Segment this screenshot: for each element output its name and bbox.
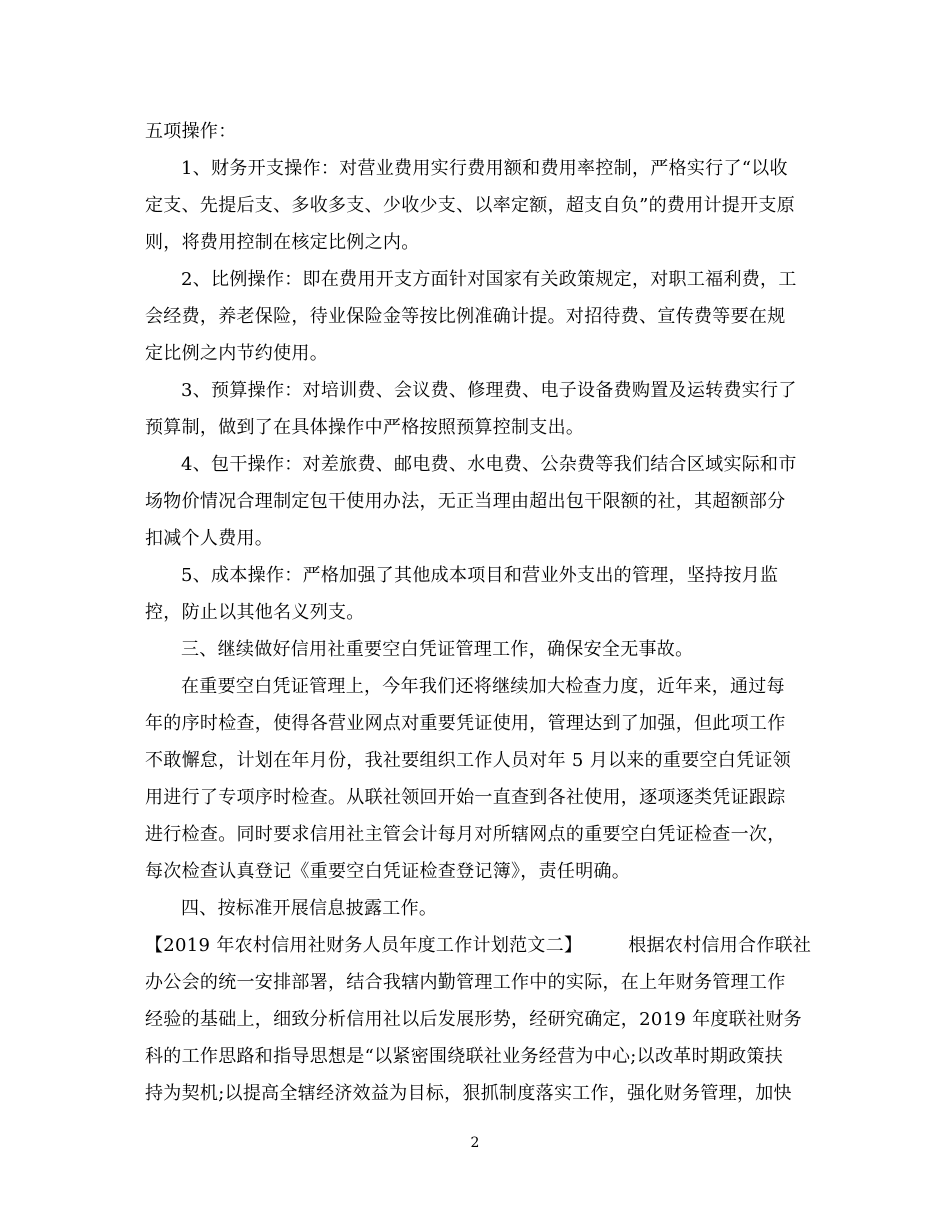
text-line: 经验的基础上，细致分析信用社以后发展形势，经研究确定，2019 年度联社财务 [145, 1009, 802, 1030]
paragraph [145, 668, 805, 890]
text-line: 1、财务开支操作：对营业费用实行费用额和费用率控制，严格实行了“以收 [181, 158, 788, 179]
text-line: 2、比例操作：即在费用开支方面针对国家有关政策规定，对职工福利费，工 [181, 269, 797, 290]
text-line: 4、包干操作：对差旅费、邮电费、水电费、公杂费等我们结合区域实际和市 [181, 454, 797, 475]
paragraph [145, 557, 805, 631]
text-line: 5、成本操作：严格加强了其他成本项目和营业外支出的管理，坚持按月监 [181, 565, 779, 586]
text-line: 进行检查。同时要求信用社主管会计每月对所辖网点的重要空白凭证检查一次， [145, 824, 786, 845]
text-line: 办公会的统一安排部署，结合我辖内勤管理工作中的实际，在上年财务管理工作 [145, 972, 786, 993]
text-line: 四、按标准开展信息披露工作。 [181, 898, 438, 919]
text-line: 年的序时检查，使得各营业网点对重要凭证使用，管理达到了加强，但此项工作 [145, 713, 786, 734]
text-line: 场物价情况合理制定包干使用办法，无正当理由超出包干限额的社，其超额部分 [145, 491, 786, 512]
paragraph [145, 890, 805, 927]
paragraph [145, 113, 805, 150]
paragraph [145, 372, 805, 446]
paragraph [145, 446, 805, 557]
text-line: 会经费，养老保险，待业保险金等按比例准确计提。对招待费、宣传费等要在规 [145, 306, 786, 327]
text-line: 不敢懈怠，计划在年月份，我社要组织工作人员对年 5 月以来的重要空白凭证领 [145, 750, 791, 771]
document-body [145, 113, 812, 1112]
text-line: 用进行了专项序时检查。从联社领回开始一直查到各社使用，逐项逐类凭证跟踪 [145, 787, 786, 808]
text-line: 每次检查认真登记《重要空白凭证检查登记簿》，责任明确。 [145, 861, 631, 882]
text-line: 定支、先提后支、多收多支、少收少支、以率定额，超支自负”的费用计提开支原 [145, 195, 795, 216]
text-line: 控，防止以其他名义列支。 [145, 602, 365, 623]
paragraph [145, 927, 812, 1112]
paragraph [145, 261, 805, 372]
text-line: 持为契机;以提高全辖经济效益为目标，狠抓制度落实工作，强化财务管理，加快 [145, 1083, 792, 1104]
text-line: 三、继续做好信用社重要空白凭证管理工作，确保安全无事故。 [181, 639, 694, 660]
text-line: 预算制，做到了在具体操作中严格按照预算控制支出。 [145, 417, 585, 438]
text-line: 扣减个人费用。 [145, 528, 274, 549]
text-line: 定比例之内节约使用。 [145, 343, 328, 364]
page-number: 2 [470, 1135, 480, 1151]
text-line: 在重要空白凭证管理上，今年我们还将继续加大检查力度，近年来，通过每 [181, 676, 785, 697]
paragraph [145, 150, 805, 261]
text-line: 五项操作： [145, 121, 237, 142]
text-line: 【2019 年农村信用社财务人员年度工作计划范文二】 根据农村信用合作联社 [145, 935, 812, 956]
text-line: 则，将费用控制在核定比例之内。 [145, 232, 420, 253]
text-line: 3、预算操作：对培训费、会议费、修理费、电子设备费购置及运转费实行了 [181, 380, 797, 401]
text-line: 科的工作思路和指导思想是“以紧密围绕联社业务经营为中心;以改革时期政策扶 [145, 1046, 784, 1067]
paragraph [145, 631, 805, 668]
